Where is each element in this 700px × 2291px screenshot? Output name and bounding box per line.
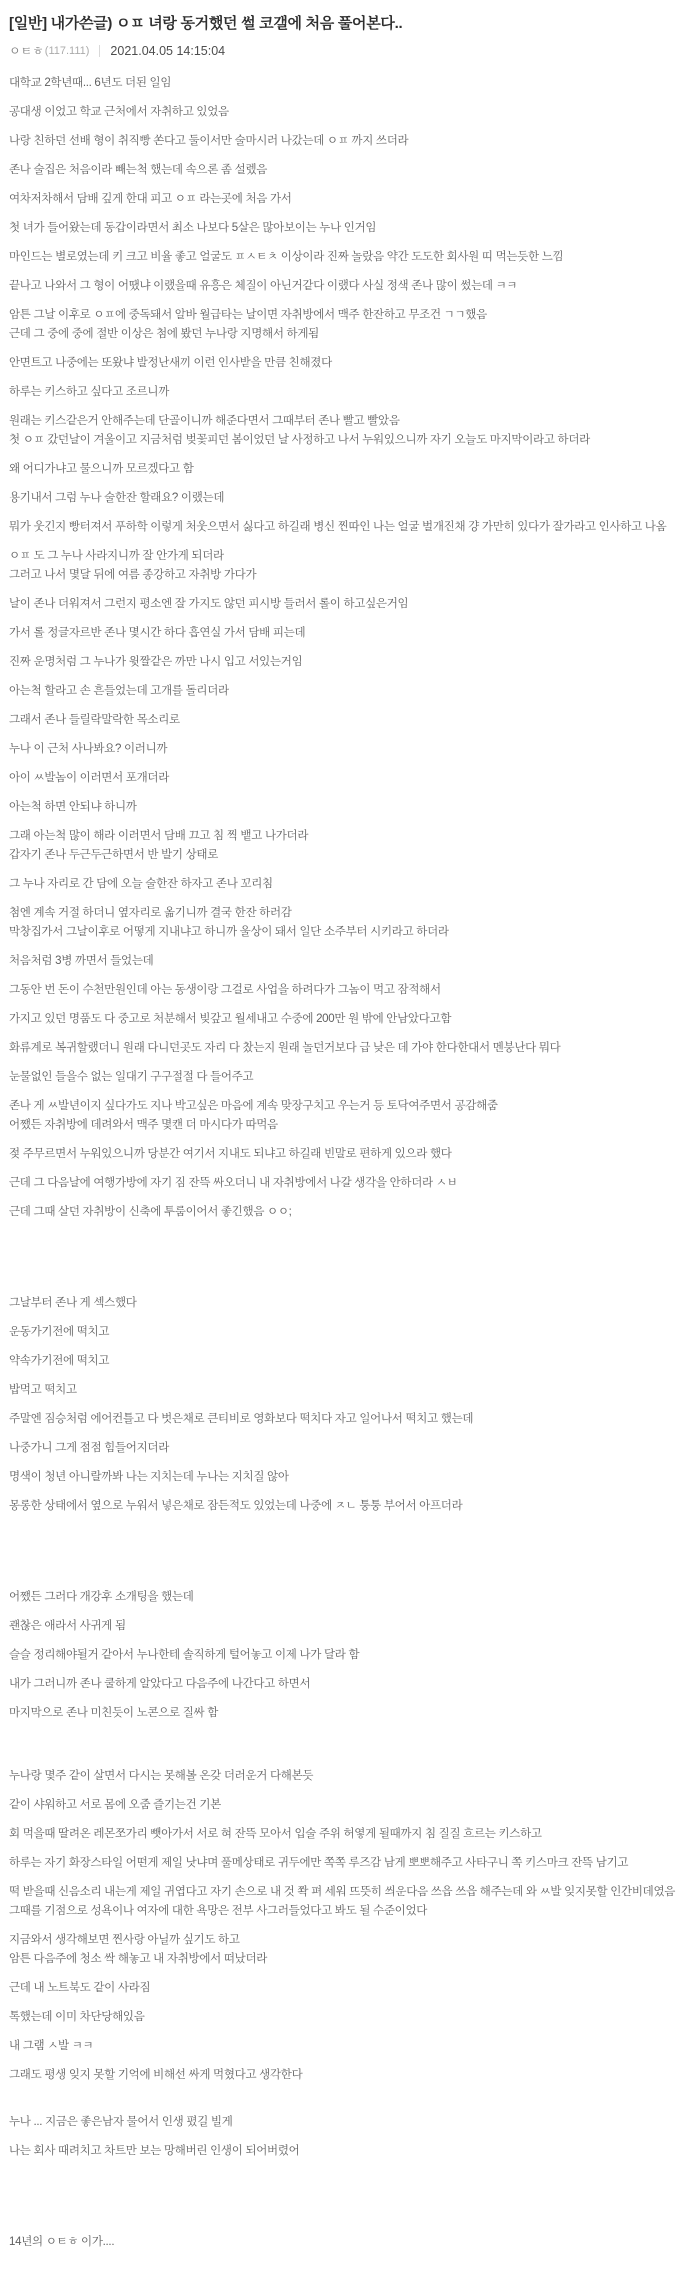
post-paragraph: 하루는 키스하고 싶다고 조르니까	[9, 386, 170, 398]
post-paragraph: 내가 그러니까 존나 쿨하게 알았다고 다음주에 나간다고 하면서	[9, 1678, 311, 1690]
post-paragraph: 약속가기전에 떡치고	[9, 1355, 110, 1367]
post-paragraph: 내 그램 ㅅ발 ㅋㅋ	[9, 2040, 94, 2052]
post-paragraph: 그러고 나서 몇달 뒤에 여름 종강하고 자취방 가다가	[9, 569, 257, 581]
post-paragraph: 슬슬 정리해야될거 같아서 누나한테 솔직하게 털어놓고 이제 나가 달라 함	[9, 1649, 360, 1661]
post-body	[9, 73, 694, 2251]
post-paragraph: 누나 이 근처 사나봐요? 이러니까	[9, 743, 168, 755]
post-paragraph: 첨엔 계속 거절 하더니 옆자리로 옮기니까 결국 한잔 하러감	[9, 907, 292, 919]
post-paragraph: 암튼 그날 이후로 ㅇㅍ에 중독돼서 알바 월급타는 날이면 자취방에서 맥주 한잔하고 무조건 ㄱㄱ했음	[9, 309, 487, 321]
post-paragraph: 처음처럼 3병 까면서 들었는데	[9, 955, 154, 967]
post-paragraph: 주말엔 짐승처럼 에어컨틀고 다 벗은채로 큰티비로 영화보다 떡치다 자고 일어나서 떡치고 했는데	[9, 1413, 474, 1425]
post-paragraph: 가서 롤 정글자르반 존나 몇시간 하다 흡연실 가서 담배 피는데	[9, 627, 306, 639]
post-meta	[9, 42, 694, 59]
post-paragraph: 운동가기전에 떡치고	[9, 1326, 110, 1338]
post-paragraph: 안면트고 나중에는 또왔냐 발정난새끼 이런 인사받을 만큼 친해졌다	[9, 357, 332, 369]
post-paragraph: 그래도 평생 잊지 못할 기억에 비해선 싸게 먹혔다고 생각한다	[9, 2069, 303, 2081]
post-paragraph: 존나 게 ㅆ발년이지 싶다가도 지나 박고싶은 마음에 계속 맞장구치고 우는거 등 토닥여주면서 공감해줌	[9, 1100, 498, 1112]
post-paragraph: 그래서 존나 들릴락말락한 목소리로	[9, 714, 180, 726]
post-paragraph: 근데 그때 살던 자취방이 신축에 투룸이어서 좋긴했음 ㅇㅇ;	[9, 1206, 292, 1218]
post-paragraph: 젖 주무르면서 누워있으니까 당분간 여기서 지내도 되냐고 하길래 빈말로 편하게 있으라 했다	[9, 1148, 452, 1160]
post-paragraph: 진짜 운명처럼 그 누나가 윗짤같은 까만 나시 입고 서있는거임	[9, 656, 303, 668]
post-paragraph: 그동안 번 돈이 수천만원인데 아는 동생이랑 그걸로 사업을 하려다가 그놈이 먹고 잠적해서	[9, 984, 441, 996]
post-paragraph: 아이 ㅆ발놈이 이러면서 포개더라	[9, 772, 170, 784]
post-paragraph: 눈물없인 들을수 없는 일대기 구구절절 다 들어주고	[9, 1071, 254, 1083]
post-paragraph: 누나 ... 지금은 좋은남자 물어서 인생 폈길 빌게	[9, 2116, 233, 2128]
post-paragraph: 첫 ㅇㅍ 갔던날이 겨울이고 지금처럼 벚꽃피던 봄이었던 날 사정하고 나서 누워있으니까 자기 오늘도 마지막이라고 하더라	[9, 434, 590, 446]
post-paragraph: 하루는 자기 화장스타일 어떤게 제일 낫냐며 풀메상태로 귀두에만 쪽쪽 루즈감 남게 뽀뽀해주고 사타구니 쪽 키스마크 잔뜩 남기고	[9, 1857, 629, 1869]
post-paragraph: 그날부터 존나 게 섹스했다	[9, 1297, 137, 1309]
post-paragraph: 화류계로 복귀할랬더니 원래 다니던곳도 자리 다 찼는지 원래 놀던거보다 급 낮은 데 가야 한다한대서 멘붕난다 뭐다	[9, 1042, 561, 1054]
post-paragraph: 떡 받을때 신음소리 내는게 제일 귀엽다고 자기 손으로 내 것 쫙 펴 세워 뜨뜻히 씌운다음 쓰읍 쓰읍 해주는데 와 ㅆ발 잊지못할 인간비데였음	[9, 1886, 676, 1898]
post-paragraph: 공대생 이었고 학교 근처에서 자취하고 있었음	[9, 106, 229, 118]
post-paragraph: 나는 회사 때려치고 차트만 보는 망해버린 인생이 되어버렸어	[9, 2145, 300, 2157]
post-paragraph: 갑자기 존나 두근두근하면서 반 발기 상태로	[9, 849, 219, 861]
post-paragraph: 근데 그 중에 중에 절반 이상은 첨에 봤던 누나랑 지명해서 하게됨	[9, 328, 319, 340]
post-paragraph: 암튼 다음주에 청소 싹 해놓고 내 자취방에서 떠났더라	[9, 1953, 268, 1965]
post-paragraph: 그래 아는척 많이 해라 이러면서 담배 끄고 침 찍 뱉고 나가더라	[9, 830, 309, 842]
post-paragraph: 그때를 기점으로 성욕이나 여자에 대한 욕망은 전부 사그러들었다고 봐도 될 수준이었다	[9, 1905, 428, 1917]
post-paragraph: 끝나고 나와서 그 형이 어땠냐 이랬을때 유흥은 체질이 아닌거같다 이랬다 사실 정색 존나 많이 썼는데 ㅋㅋ	[9, 280, 518, 292]
post-paragraph: 첫 녀가 들어왔는데 동갑이라면서 최소 나보다 5살은 많아보이는 누나 인거임	[9, 222, 377, 234]
post-paragraph: 날이 존나 더워져서 그런지 평소엔 잘 가지도 않던 피시방 들러서 롤이 하고싶은거임	[9, 598, 409, 610]
post-paragraph: 여차저차해서 담배 깊게 한대 피고 ㅇㅍ 라는곳에 처음 가서	[9, 193, 292, 205]
post-paragraph: 톡했는데 이미 차단당해있음	[9, 2011, 145, 2023]
post-paragraph: 대학교 2학년때... 6년도 더된 일임	[9, 77, 172, 89]
post-paragraph: 누나랑 몇주 같이 살면서 다시는 못해볼 온갖 더러운거 다해본듯	[9, 1770, 314, 1782]
post-paragraph: 존나 술집은 처음이라 빼는척 했는데 속으론 좀 설렜음	[9, 164, 268, 176]
post-paragraph: 막창집가서 그날이후로 어떻게 지내냐고 하니까 울상이 돼서 일단 소주부터 시키라고 하더라	[9, 926, 449, 938]
post-paragraph: 14년의 ㅇㅌㅎ 이가....	[9, 2236, 115, 2248]
post-title: [일반] 내가쓴글) ㅇㅍ 녀랑 동거했던 썰 코갤에 처음 풀어본다..	[9, 15, 403, 32]
post-paragraph: 근데 내 노트북도 같이 사라짐	[9, 1982, 151, 1994]
author-ip: (117.111)	[44, 44, 90, 57]
post-paragraph: 괜찮은 애라서 사귀게 됨	[9, 1620, 126, 1632]
post-paragraph: 마인드는 별로였는데 키 크고 비율 좋고 얼굴도 ㅍㅅㅌㅊ 이상이라 진짜 놀랐음 약간 도도한 회사원 띠 먹는듯한 느낌	[9, 251, 564, 263]
post-paragraph: 나중가니 그게 점점 힘들어지더라	[9, 1442, 170, 1454]
post-paragraph: ㅇㅍ 도 그 누나 사라지니까 잘 안가게 되더라	[9, 550, 224, 562]
post-paragraph: 그 누나 자리로 간 담에 오늘 술한잔 하자고 존나 꼬리침	[9, 878, 273, 890]
post-paragraph: 아는척 할라고 손 흔들었는데 고개를 돌리더라	[9, 685, 229, 697]
post-paragraph: 밥먹고 떡치고	[9, 1384, 77, 1396]
post-paragraph: 왜 어디가냐고 물으니까 모르겠다고 함	[9, 463, 194, 475]
post-paragraph: 어쨌든 자취방에 데려와서 맥주 몇캔 더 마시다가 따먹음	[9, 1119, 278, 1131]
meta-divider	[99, 45, 100, 57]
post-paragraph: 근데 그 다음날에 여행가방에 자기 짐 잔뜩 싸오더니 내 자취방에서 나갈 생각을 안하더라 ㅅㅂ	[9, 1177, 458, 1189]
post-paragraph: 나랑 친하던 선배 형이 취직빵 쏜다고 둘이서만 술마시러 나갔는데 ㅇㅍ 까지 쓰더라	[9, 135, 409, 147]
post-paragraph: 원래는 키스같은거 안해주는데 단골이니까 해준다면서 그때부터 존나 빨고 빨았음	[9, 415, 400, 427]
post-paragraph: 명색이 청년 아니랄까봐 나는 지치는데 누나는 지치질 않아	[9, 1471, 289, 1483]
post-paragraph: 용기내서 그럼 누나 술한잔 할래요? 이랬는데	[9, 492, 225, 504]
author-nickname[interactable]: ㅇㅌㅎ	[9, 44, 44, 58]
post-paragraph: 지금와서 생각해보면 찐사랑 아닐까 싶기도 하고	[9, 1934, 240, 1946]
post-paragraph: 가지고 있던 명품도 다 중고로 처분해서 빚갚고 월세내고 수중에 200만 원 밖에 안남았다고함	[9, 1013, 452, 1025]
post-paragraph: 몽롱한 상태에서 옆으로 누워서 넣은채로 잠든적도 있었는데 나중에 ㅈㄴ 퉁퉁 부어서 아프더라	[9, 1500, 463, 1512]
post-paragraph: 마지막으로 존나 미친듯이 노콘으로 질싸 함	[9, 1707, 219, 1719]
post-paragraph: 같이 샤워하고 서로 몸에 오줌 즐기는건 기본	[9, 1799, 221, 1811]
post-date: 2021.04.05 14:15:04	[110, 43, 226, 58]
post-paragraph: 어쨌든 그러다 개강후 소개팅을 했는데	[9, 1591, 194, 1603]
post-paragraph: 뭐가 웃긴지 빵터져서 푸하학 이렇게 처웃으면서 싫다고 하길래 병신 찐따인 나는 얼굴 벌개진채 걍 가만히 있다가 잘가라고 인사하고 나옴	[9, 521, 667, 533]
post-paragraph: 회 먹을때 딸려온 레몬쪼가리 뺏아가서 서로 혀 잔뜩 모아서 입술 주위 허옇게 될때까지 침 질질 흐르는 키스하고	[9, 1828, 542, 1840]
post-paragraph: 아는척 하면 안되냐 하니까	[9, 801, 137, 813]
